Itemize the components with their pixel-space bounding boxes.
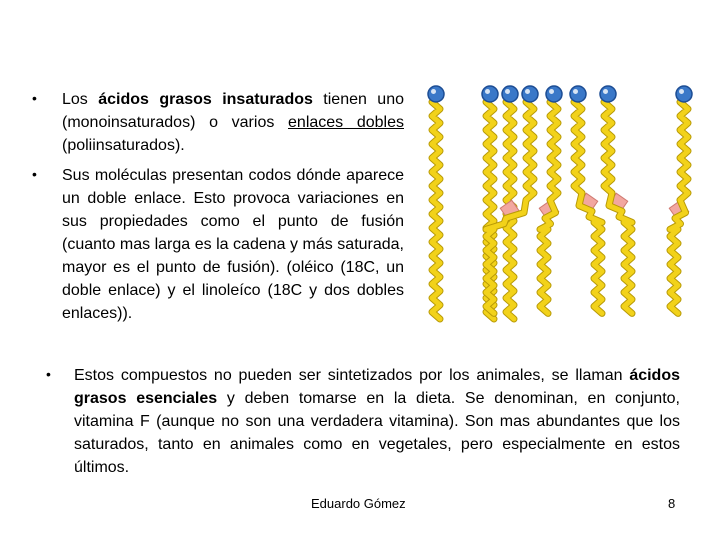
term-acidos-grasos-insaturados: ácidos grasos insaturados xyxy=(98,91,313,108)
polar-head xyxy=(676,86,692,102)
bullet-marker: • xyxy=(32,90,37,106)
text-run: Estos compuestos no pueden ser sintetizados por los animales, se llaman xyxy=(74,367,630,384)
text-run: Se denominan, en conjunto, vitamina F (aunque no son una verdadera vitamina). Son mas abundantes que los saturados, tanto en animales como en vegetales, pero especialmente en estos últimos. xyxy=(74,390,680,476)
fatty-acid-chain xyxy=(539,86,562,313)
polar-head xyxy=(502,86,518,102)
fatty-acid-chain xyxy=(669,86,692,313)
term-enlaces-dobles: enlaces dobles xyxy=(288,114,404,131)
fatty-acid-chain xyxy=(570,86,602,313)
text-run: tienen uno (monoinsaturados) o varios xyxy=(62,91,405,131)
polar-head xyxy=(546,86,562,102)
footer-author: Eduardo Gómez xyxy=(311,496,406,511)
text-run: (poliinsaturados). xyxy=(62,137,185,154)
bullet-unsaturated-definition xyxy=(62,88,404,157)
bullet-marker: • xyxy=(46,366,51,382)
polar-head xyxy=(570,86,586,102)
text-run: y deben tomarse en la dieta. xyxy=(217,390,465,407)
page-number: 8 xyxy=(668,496,676,511)
text-run: Los xyxy=(62,91,99,108)
fatty-acid-chains-illustration xyxy=(418,80,708,330)
polar-head xyxy=(600,86,616,102)
bullet-molecule-properties: Sus moléculas presentan codos dónde aparece un doble enlace. Esto provoca variaciones en sus propiedades como el punto de fusión (cuanto mas larga es la cadena y más saturada, mayor es el punto de fusión). (oléico (18C, un doble enlace) y el linoleíco (18C y dos dobles enlaces)). xyxy=(62,167,404,322)
bullet-marker: • xyxy=(32,166,37,182)
term-acidos-grasos-esenciales: ácidos grasos esenciales xyxy=(74,367,680,407)
fatty-acid-chain xyxy=(600,86,632,313)
bullet-essential-fatty-acids xyxy=(74,364,680,479)
fatty-acid-chain xyxy=(428,86,444,319)
polar-head xyxy=(522,86,538,102)
polar-head xyxy=(482,86,498,102)
polar-head xyxy=(428,86,444,102)
